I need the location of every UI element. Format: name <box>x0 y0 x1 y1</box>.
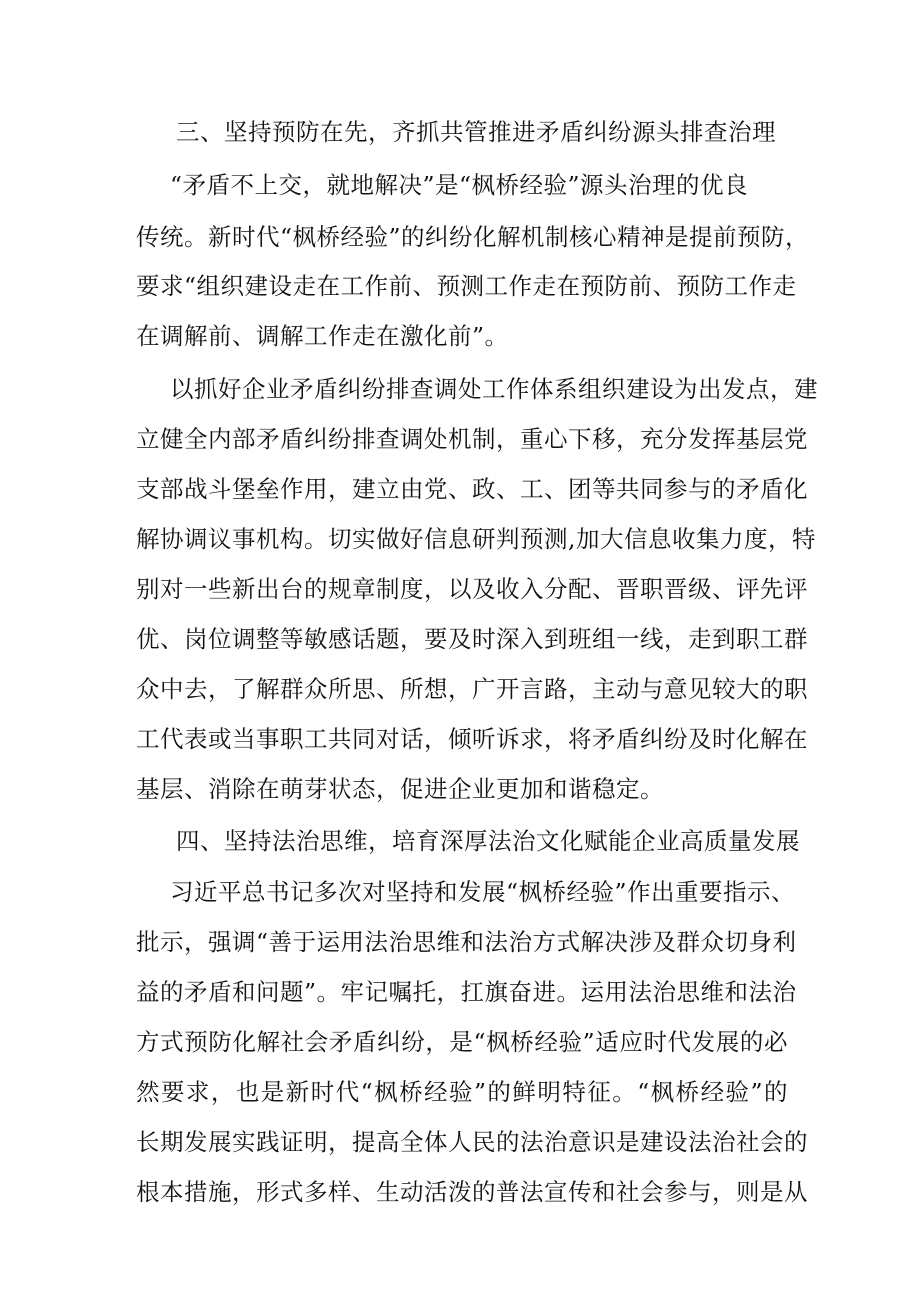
paragraph-line: “矛盾不上交，就地解决”是“枫桥经验”源头治理的优良 <box>170 171 749 199</box>
paragraph-line: 传统。新时代“枫桥经验”的纠纷化解机制核心精神是提前预防， <box>136 223 810 251</box>
paragraph-line: 解协调议事机构。切实做好信息研判预测,加大信息收集力度，特 <box>136 525 816 553</box>
paragraph-line: 在调解前、调解工作走在激化前”。 <box>136 322 509 350</box>
paragraph-line: 工代表或当事职工共同对话，倾听诉求，将矛盾纠纷及时化解在 <box>136 725 808 753</box>
paragraph-line: 习近平总书记多次对坚持和发展“枫桥经验”作出重要指示、 <box>170 878 796 906</box>
paragraph-line: 立健全内部矛盾纠纷排查调处机制，重心下移，充分发挥基层党 <box>136 425 808 453</box>
section-heading-4: 四、坚持法治思维，培育深厚法治文化赋能企业高质量发展 <box>176 827 800 855</box>
section-heading-3: 三、坚持预防在先，齐抓共管推进矛盾纠纷源头排查治理 <box>176 118 776 146</box>
paragraph-line: 根本措施，形式多样、生动活泼的普法宣传和社会参与，则是从 <box>136 1178 808 1206</box>
paragraph-line: 众中去，了解群众所思、所想，广开言路，主动与意见较大的职 <box>136 675 808 703</box>
paragraph-line: 批示，强调“善于运用法治思维和法治方式解决涉及群众切身利 <box>136 928 797 956</box>
paragraph-line: 要求“组织建设走在工作前、预测工作走在预防前、预防工作走 <box>136 272 797 300</box>
paragraph-line: 别对一些新出台的规章制度，以及收入分配、晋职晋级、评先评 <box>136 575 808 603</box>
paragraph-line: 益的矛盾和问题”。牢记嘱托，扛旗奋进。运用法治思维和法治 <box>136 978 797 1006</box>
paragraph-line: 长期发展实践证明，提高全体人民的法治意识是建设法治社会的 <box>136 1128 808 1156</box>
paragraph-line: 基层、消除在萌芽状态，促进企业更加和谐稳定。 <box>136 775 664 803</box>
paragraph-line: 然要求，也是新时代“枫桥经验”的鲜明特征。“枫桥经验”的 <box>136 1078 788 1106</box>
paragraph-line: 方式预防化解社会矛盾纠纷，是“枫桥经验”适应时代发展的必 <box>136 1028 788 1056</box>
paragraph-line: 以抓好企业矛盾纠纷排查调处工作体系组织建设为出发点，建 <box>170 375 818 403</box>
paragraph-line: 支部战斗堡垒作用，建立由党、政、工、团等共同参与的矛盾化 <box>136 475 808 503</box>
paragraph-line: 优、岗位调整等敏感话题，要及时深入到班组一线，走到职工群 <box>136 625 808 653</box>
